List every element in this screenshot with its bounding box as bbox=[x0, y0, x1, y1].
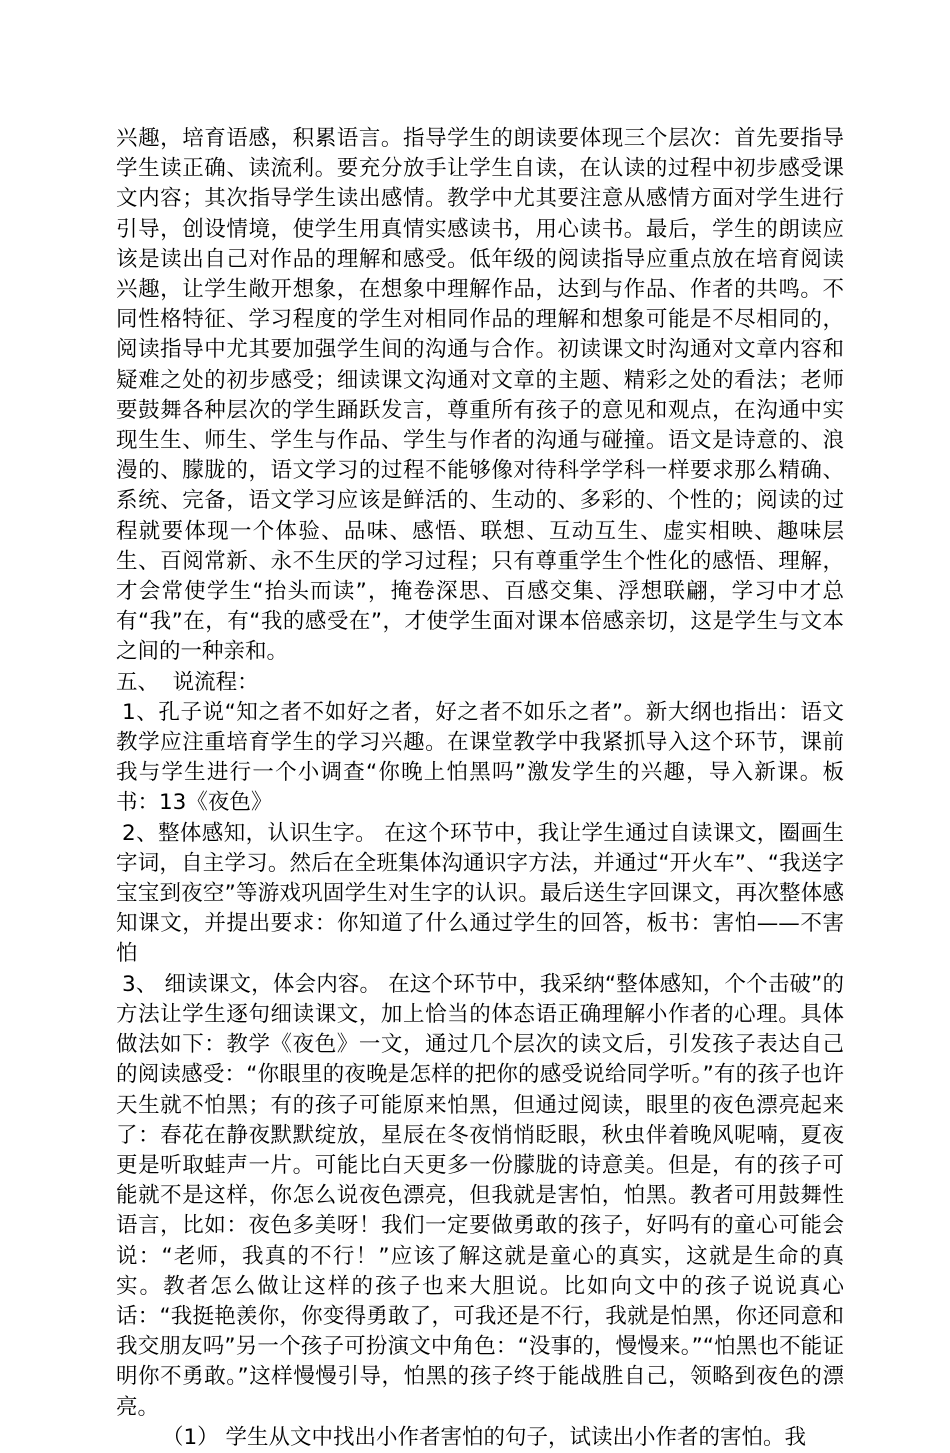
body-paragraph: 3、 细读课文，体会内容。 在这个环节中，我采纳“整体感知，个个击破”的方法让学生逐句细读课文，加上恰当的体态语正确理解小作者的心理。具体做法如下：教学《夜色》一文，通过几个层次的读文后，引发孩子表达自己的阅读感受：“你眼里的夜晚是怎样的把你的感受说给同学听。”有的孩子也许天生就不怕黑；有的孩子可能原来怕黑，但通过阅读，眼里的夜色漂亮起来了：春花在静夜默默绽放，星辰在冬夜悄悄眨眼，秋虫伴着晚风呢喃，夏夜更是听取蛙声一片。可能比白天更多一份朦胧的诗意美。但是，有的孩子可能就不是这样，你怎么说夜色漂亮，但我就是害怕，怕黑。教者可用鼓舞性语言，比如：夜色多美呀！我们一定要做勇敢的孩子，好吗有的童心可能会说：“老师，我真的不行！”应该了解这就是童心的真实，这就是生命的真实。教者怎么做让这样的孩子也来大胆说。比如向文中的孩子说说真心话：“我挺艳羡你，你变得勇敢了，可我还是不行，我就是怕黑，你还同意和我交朋友吗”另一个孩子可扮演文中角色：“没事的，慢慢来。”“怕黑也不能证明你不勇敢。”这样慢慢引导，怕黑的孩子终于能战胜自己，领略到夜色的漂亮。 bbox=[116, 971, 844, 1420]
body-paragraph: （1） 学生从文中找出小作者害怕的句子，试读出小作者的害怕。我 bbox=[162, 1424, 807, 1450]
section-heading: 五、 说流程： bbox=[116, 669, 259, 695]
body-paragraph: 1、孔子说“知之者不如好之者，好之者不如乐之者”。新大纲也指出：语文教学应注重培育学生的学习兴趣。在课堂教学中我紧抓导入这个环节，课前我与学生进行一个小调查“你晚上怕黑吗”激发学生的兴趣，导入新课。板书：13《夜色》 bbox=[116, 699, 844, 816]
body-paragraph: 2、整体感知，认识生字。 在这个环节中，我让学生通过自读课文，圈画生字词，自主学习。然后在全班集体沟通识字方法，并通过“开火车”、“我送字宝宝到夜空”等游戏巩固学生对生字的认识。最后送生字回课文，再次整体感知课文，并提出要求：你知道了什么通过学生的回答，板书：害怕——不害怕 bbox=[116, 820, 844, 967]
body-paragraph: 兴趣，培育语感，积累语言。指导学生的朗读要体现三个层次：首先要指导学生读正确、读流利。要充分放手让学生自读，在认读的过程中初步感受课文内容；其次指导学生读出感情。教学中尤其要注意从感情方面对学生进行引导，创设情境，使学生用真情实感读书，用心读书。最后，学生的朗读应该是读出自己对作品的理解和感受。低年级的阅读指导应重点放在培育阅读兴趣，让学生敞开想象，在想象中理解作品，达到与作品、作者的共鸣。不同性格特征、学习程度的学生对相同作品的理解和想象可能是不尽相同的，阅读指导中尤其要加强学生间的沟通与合作。初读课文时沟通对文章内容和疑难之处的初步感受；细读课文沟通对文章的主题、精彩之处的看法；老师要鼓舞各种层次的学生踊跃发言，尊重所有孩子的意见和观点，在沟通中实现生生、师生、学生与作品、学生与作者的沟通与碰撞。语文是诗意的、浪漫的、朦胧的，语文学习的过程不能够像对待科学学科一样要求那么精确、系统、完备，语文学习应该是鲜活的、生动的、多彩的、个性的；阅读的过程就要体现一个体验、品味、感悟、联想、互动互生、虚实相映、趣味层生、百阅常新、永不生厌的学习过程；只有尊重学生个性化的感悟、理解，才会常使学生“抬头而读”，掩卷深思、百感交集、浮想联翩，学习中才总有“我”在，有“我的感受在”，才使学生面对课本倍感亲切，这是学生与文本之间的一种亲和。 bbox=[116, 126, 844, 665]
document-page bbox=[116, 124, 844, 1453]
